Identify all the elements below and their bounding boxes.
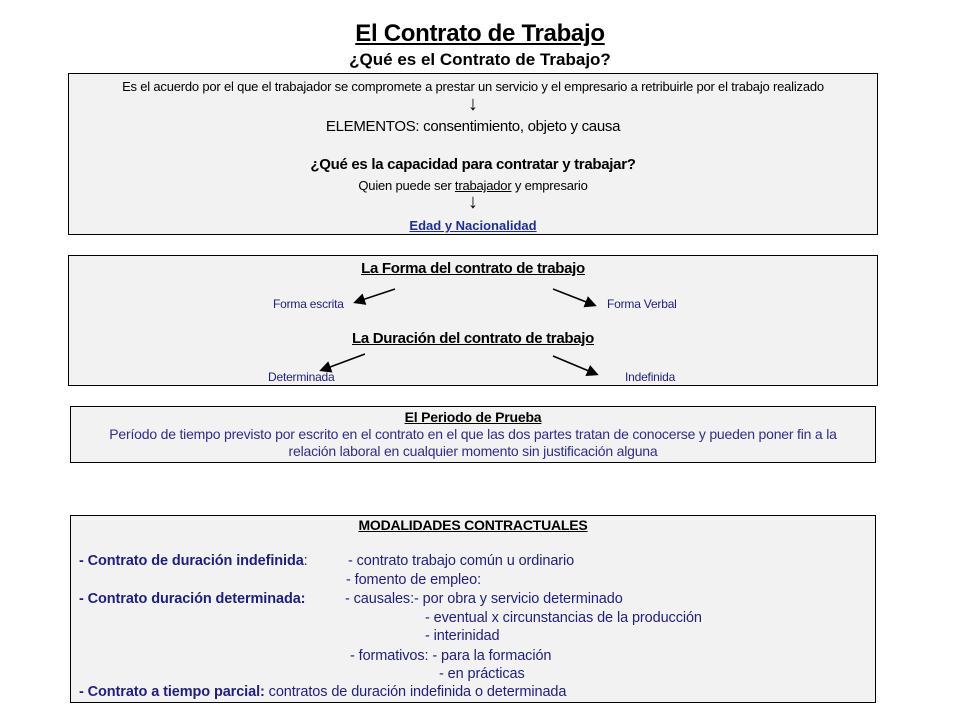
fixed-formativos: - formativos: - para la formación — [350, 648, 552, 664]
arrow-down-icon: ↓ — [468, 93, 478, 115]
verbal-form-label: Forma Verbal — [607, 297, 677, 311]
indefinite-item-employment: - fomento de empleo: — [346, 572, 482, 588]
fixed-interinidad: - interinidad — [425, 628, 500, 644]
page-title: El Contrato de Trabajo — [355, 20, 605, 47]
worker-link[interactable]: trabajador — [454, 178, 512, 193]
part-time-text: contratos de duración indefinida o determinada — [264, 684, 567, 700]
elements-text: ELEMENTOS: consentimiento, objeto y causa — [325, 118, 621, 135]
contract-types-heading: MODALIDADES CONTRACTUALES — [358, 517, 588, 533]
capacity-suffix: y empresario — [511, 178, 588, 193]
fixed-contract-label: - Contrato duración determinada: — [79, 591, 306, 607]
form-heading: La Forma del contrato de trabajo — [361, 260, 585, 277]
capacity-heading: ¿Qué es la capacidad para contratar y trabajar? — [310, 156, 636, 173]
indefinite-label: Indefinida — [625, 370, 676, 384]
duration-heading: La Duración del contrato de trabajo — [351, 330, 595, 347]
part-time-row — [79, 684, 566, 700]
arrow-to-written-icon — [356, 289, 395, 302]
indefinite-colon: : — [303, 553, 308, 569]
trial-period-line2: relación laboral en cualquier momento sin justificación alguna — [288, 443, 658, 459]
arrow-to-indefinite-icon — [553, 356, 596, 374]
arrow-to-verbal-icon — [553, 289, 594, 305]
fixed-practicas: - en prácticas — [439, 666, 525, 682]
contract-definition-text: Es el acuerdo por el que el trabajador se compromete a prestar un servicio y el empresario a retribuirle por el trabajo realizado — [122, 79, 824, 94]
fixed-term-label: Determinada — [268, 370, 335, 384]
fixed-causales: - causales:- por obra y servicio determinado — [345, 591, 623, 607]
trial-period-heading: El Periodo de Prueba — [404, 409, 542, 425]
trial-period-line1: Período de tiempo previsto por escrito en el contrato en el que las dos partes tratan de conocerse y pueden poner fin a la — [109, 426, 837, 442]
age-nationality-link[interactable]: Edad y Nacionalidad — [409, 218, 537, 233]
contract-question-heading: ¿Qué es el Contrato de Trabajo? — [349, 50, 611, 69]
fixed-eventual: - eventual x circunstancias de la producción — [425, 610, 702, 626]
indefinite-contract-row — [79, 553, 308, 569]
arrow-down-icon: ↓ — [468, 191, 478, 213]
trial-period-box — [70, 406, 876, 463]
capacity-prefix: Quien puede ser — [358, 178, 455, 193]
part-time-label: - Contrato a tiempo parcial: — [79, 684, 265, 700]
arrow-to-fixed-icon — [322, 354, 365, 370]
indefinite-contract-label: - Contrato de duración indefinida — [79, 553, 304, 569]
contract-types-box — [70, 515, 876, 703]
written-form-label: Forma escrita — [273, 297, 344, 311]
indefinite-item-common: - contrato trabajo común u ordinario — [348, 553, 575, 569]
